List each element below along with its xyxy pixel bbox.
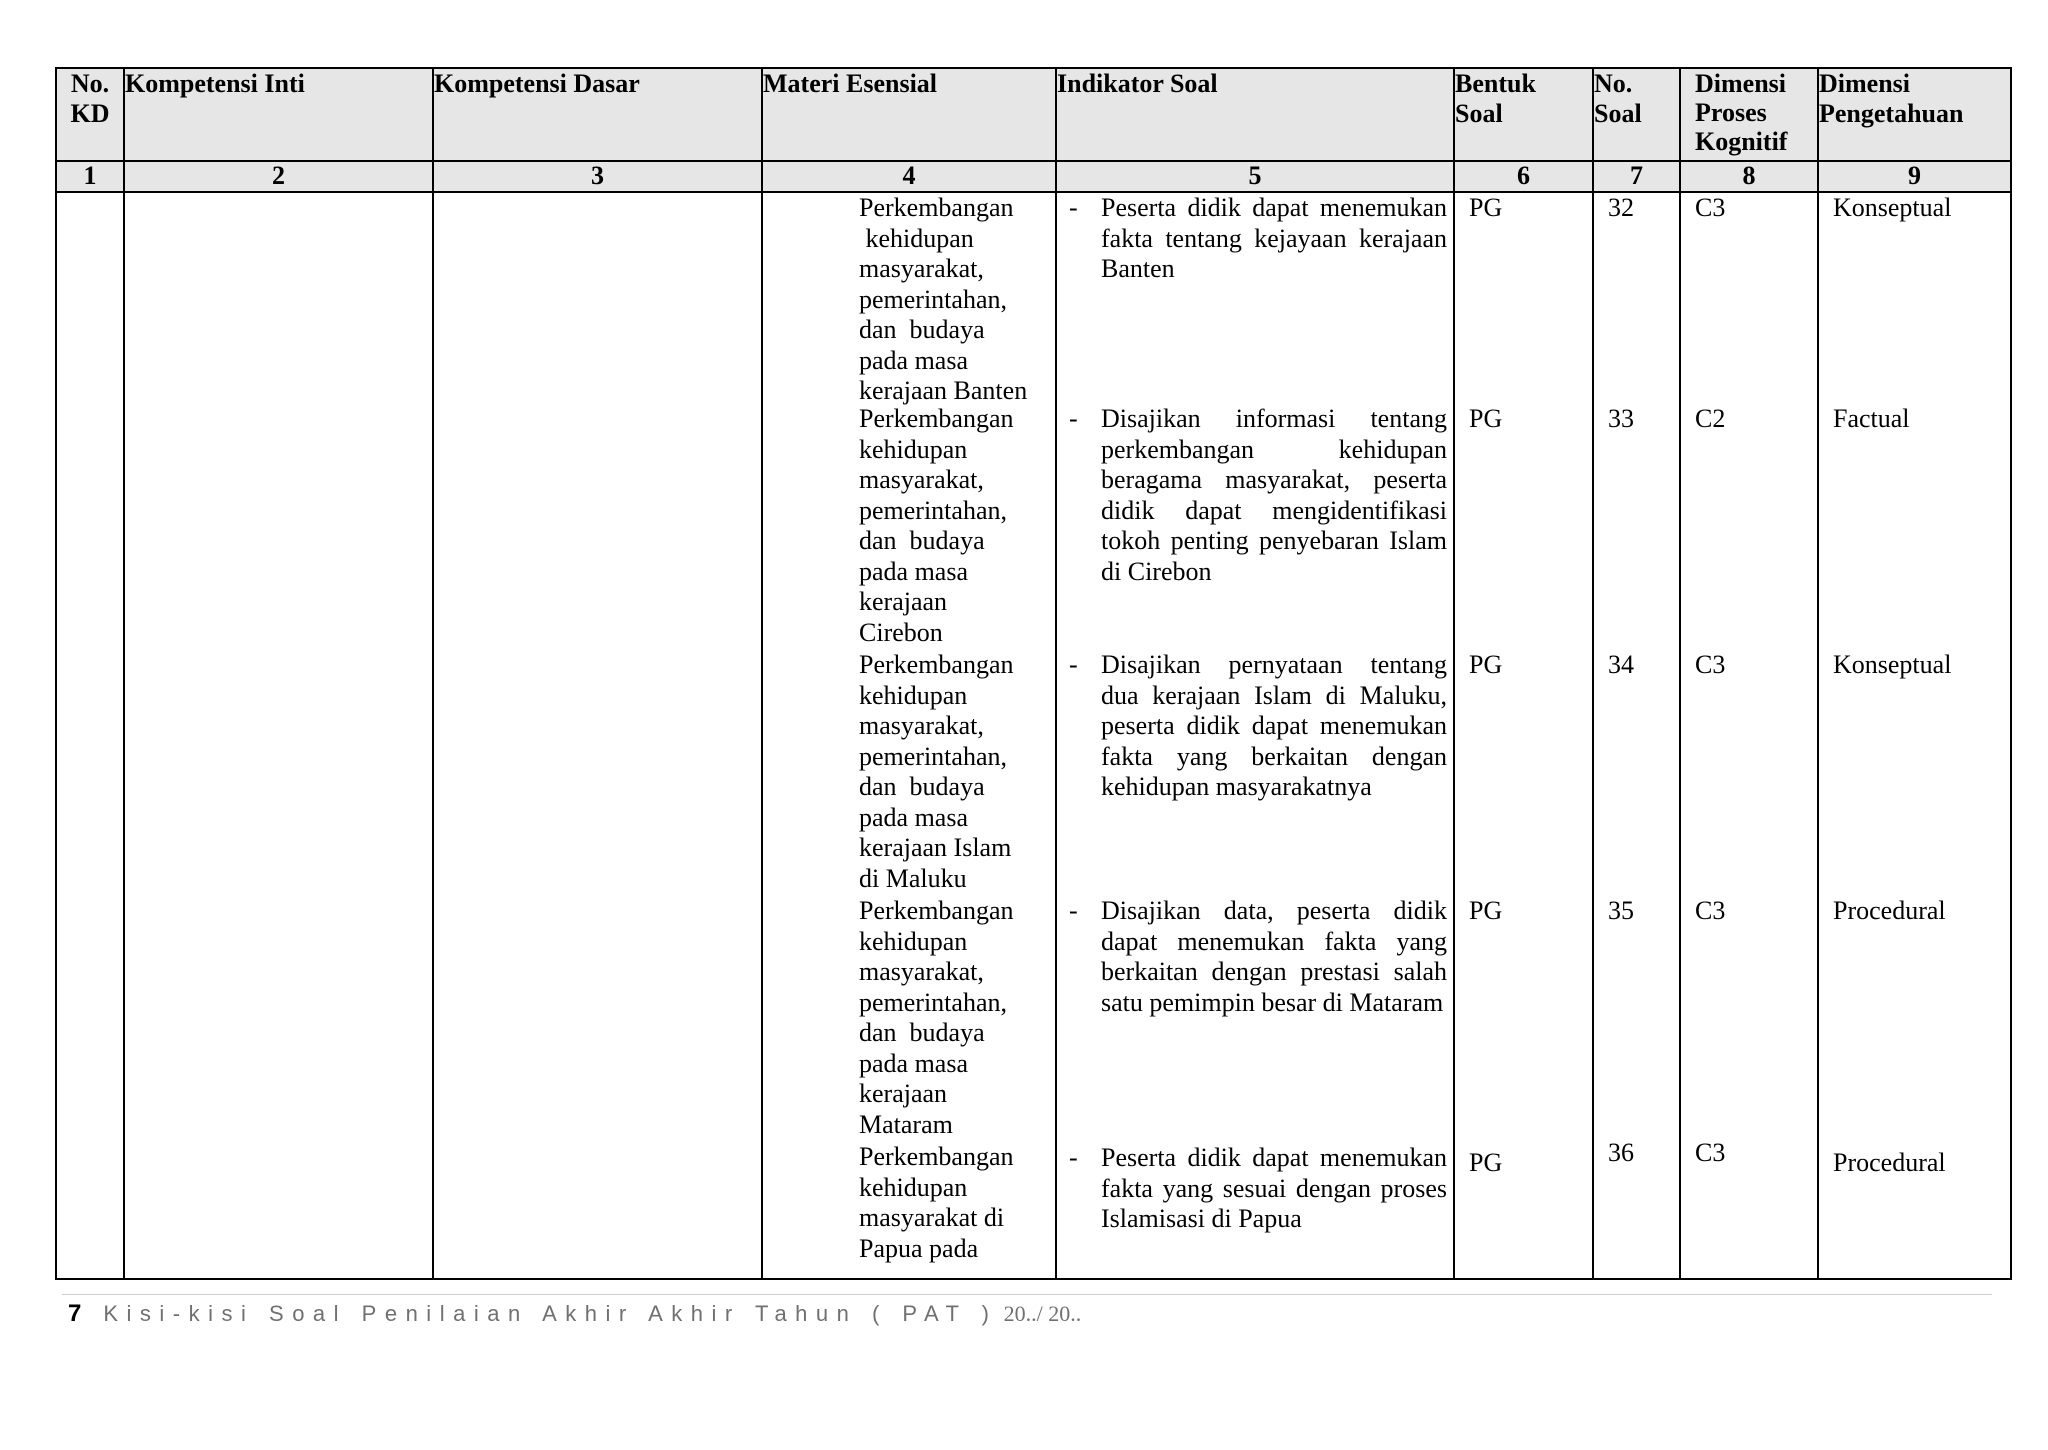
column-number: 7	[1593, 161, 1680, 192]
materi-line: Perkembangan	[859, 404, 1014, 433]
materi-line: kehidupan	[859, 1172, 968, 1202]
header-no-kd: No. KD	[56, 68, 124, 161]
materi-line: masyarakat,	[859, 254, 984, 283]
materi-line: kehidupan	[859, 434, 968, 464]
indikator-item	[1057, 1143, 1453, 1235]
footer-divider	[62, 1294, 1992, 1295]
indikator-text: Disajikan pernyataan tentang dua kerajaan Islam di Maluku, peserta didik dapat menemukan fakta yang berkaitan dengan kehidupan masyarakatnya	[1101, 650, 1447, 801]
column-number: 6	[1454, 161, 1593, 192]
materi-line: Perkembangan	[859, 896, 1014, 925]
bentuk-soal-value: PG	[1469, 404, 1503, 433]
header-materi-esensial: Materi Esensial	[762, 68, 1056, 161]
kognitif-value: C2	[1695, 404, 1726, 433]
materi-line: pada masa	[859, 1048, 969, 1078]
column-number: 9	[1818, 161, 2011, 192]
materi-line: pada masa	[859, 556, 969, 586]
materi-line: kerajaan	[859, 1079, 948, 1108]
bullet-dash: -	[1069, 404, 1078, 433]
materi-line: masyarakat di	[859, 1203, 1005, 1232]
materi-line: dan budaya	[859, 526, 985, 555]
materi-line: Perkembangan	[859, 650, 1014, 679]
indikator-text: Disajikan informasi tentang perkembangan kehidupan beragama masyarakat, peserta didik dapat mengidentifikasi tokoh penting penyebaran Islam di Cirebon	[1101, 404, 1447, 586]
no-soal-value: 35	[1608, 896, 1634, 925]
column-number-row	[56, 161, 2011, 192]
materi-line: kerajaan	[859, 587, 948, 616]
materi-line: Mataram	[859, 1109, 953, 1139]
materi-esensial-text	[859, 193, 1047, 407]
materi-line: kerajaan Islam	[859, 833, 1012, 862]
indikator-soal-cell	[1056, 192, 1454, 1279]
kognitif-value: C3	[1695, 1138, 1726, 1167]
kognitif-value: C3	[1695, 650, 1726, 679]
materi-esensial-cell	[762, 192, 1056, 1279]
no-soal-value: 32	[1608, 193, 1634, 222]
materi-line: pemerintahan,	[859, 284, 1007, 314]
materi-line: Cirebon	[859, 617, 943, 647]
indikator-text: Peserta didik dapat menemukan fakta yang sesuai dengan proses Islamisasi di Papua	[1101, 1143, 1447, 1233]
bentuk-soal-value: PG	[1469, 650, 1503, 679]
indikator-item	[1057, 896, 1453, 1018]
materi-line: dan budaya	[859, 315, 985, 344]
kompetensi-inti-cell	[124, 192, 433, 1279]
kompetensi-dasar-cell	[433, 192, 762, 1279]
materi-esensial-text	[859, 650, 1047, 894]
header-kompetensi-inti: Kompetensi Inti	[124, 68, 433, 161]
pengetahuan-value: Konseptual	[1833, 650, 1952, 679]
materi-line: pemerintahan,	[859, 741, 1007, 771]
pengetahuan-value: Procedural	[1833, 1148, 1946, 1177]
column-number: 1	[56, 161, 124, 192]
materi-esensial-text	[859, 404, 1047, 648]
materi-line: masyarakat,	[859, 711, 984, 740]
kognitif-value: C3	[1695, 896, 1726, 925]
column-number: 4	[762, 161, 1056, 192]
bullet-dash: -	[1069, 650, 1078, 679]
materi-line: pemerintahan,	[859, 495, 1007, 525]
materi-line: Perkembangan	[859, 193, 1014, 222]
kognitif-value: C3	[1695, 193, 1726, 222]
indikator-item	[1057, 650, 1453, 803]
table-body-row	[56, 192, 2011, 1279]
header-row	[56, 68, 2011, 161]
footer-title: Kisi-kisi Soal Penilaian Akhir Akhir Tahun ( PAT )	[103, 1301, 998, 1326]
page-footer	[68, 1300, 1081, 1328]
bullet-dash: -	[1069, 1143, 1078, 1172]
header-kompetensi-dasar: Kompetensi Dasar	[433, 68, 762, 161]
materi-line: masyarakat,	[859, 957, 984, 986]
no-soal-value: 34	[1608, 650, 1634, 679]
materi-line: masyarakat,	[859, 465, 984, 494]
no-soal-value: 33	[1608, 404, 1634, 433]
materi-line: dan budaya	[859, 1018, 985, 1047]
indikator-text: Peserta didik dapat menemukan fakta tentang kejayaan kerajaan Banten	[1101, 193, 1447, 283]
materi-line: dan budaya	[859, 772, 985, 801]
materi-line: pemerintahan,	[859, 987, 1007, 1017]
materi-line: pada masa	[859, 345, 969, 375]
column-number: 3	[433, 161, 762, 192]
header-bentuk-soal: Bentuk Soal	[1454, 68, 1593, 161]
header-no-soal: No. Soal	[1593, 68, 1680, 161]
materi-line: di Maluku	[859, 863, 967, 893]
header-dimensi-pengetahuan: Dimensi Pengetahuan	[1818, 68, 2011, 161]
indikator-item	[1057, 404, 1453, 587]
indikator-item	[1057, 193, 1453, 285]
indikator-text: Disajikan data, peserta didik dapat menemukan fakta yang berkaitan dengan prestasi salah satu pemimpin besar di Mataram	[1101, 896, 1447, 1017]
bullet-dash: -	[1069, 193, 1078, 222]
no-soal-value: 36	[1608, 1138, 1634, 1167]
materi-esensial-text	[859, 1142, 1047, 1264]
kisi-kisi-table	[55, 67, 2012, 1280]
no-kd-cell	[56, 192, 124, 1279]
materi-line: Papua pada	[859, 1233, 979, 1263]
header-indikator-soal: Indikator Soal	[1056, 68, 1454, 161]
bullet-dash: -	[1069, 896, 1078, 925]
materi-line: kerajaan Banten	[859, 376, 1028, 405]
pengetahuan-value: Konseptual	[1833, 193, 1952, 222]
bentuk-soal-value: PG	[1469, 896, 1503, 925]
column-number: 5	[1056, 161, 1454, 192]
footer-year: 20../ 20..	[1003, 1301, 1082, 1326]
no-soal-cell	[1593, 192, 1680, 1279]
materi-line: pada masa	[859, 802, 969, 832]
bentuk-soal-cell	[1454, 192, 1593, 1279]
pengetahuan-value: Factual	[1833, 404, 1910, 433]
page-number: 7	[68, 1300, 82, 1327]
materi-line: kehidupan	[859, 926, 968, 956]
materi-esensial-text	[859, 896, 1047, 1140]
bentuk-soal-value: PG	[1469, 1148, 1503, 1177]
materi-line: Perkembangan	[859, 1142, 1014, 1171]
materi-line: kehidupan	[859, 680, 968, 710]
column-number: 2	[124, 161, 433, 192]
column-number: 8	[1680, 161, 1818, 192]
bentuk-soal-value: PG	[1469, 193, 1503, 222]
dimensi-pengetahuan-cell	[1818, 192, 2011, 1279]
header-dimensi-proses-kognitif: Dimensi Proses Kognitif	[1680, 68, 1818, 161]
dimensi-kognitif-cell	[1680, 192, 1818, 1279]
materi-line: kehidupan	[859, 223, 974, 253]
pengetahuan-value: Procedural	[1833, 896, 1946, 925]
